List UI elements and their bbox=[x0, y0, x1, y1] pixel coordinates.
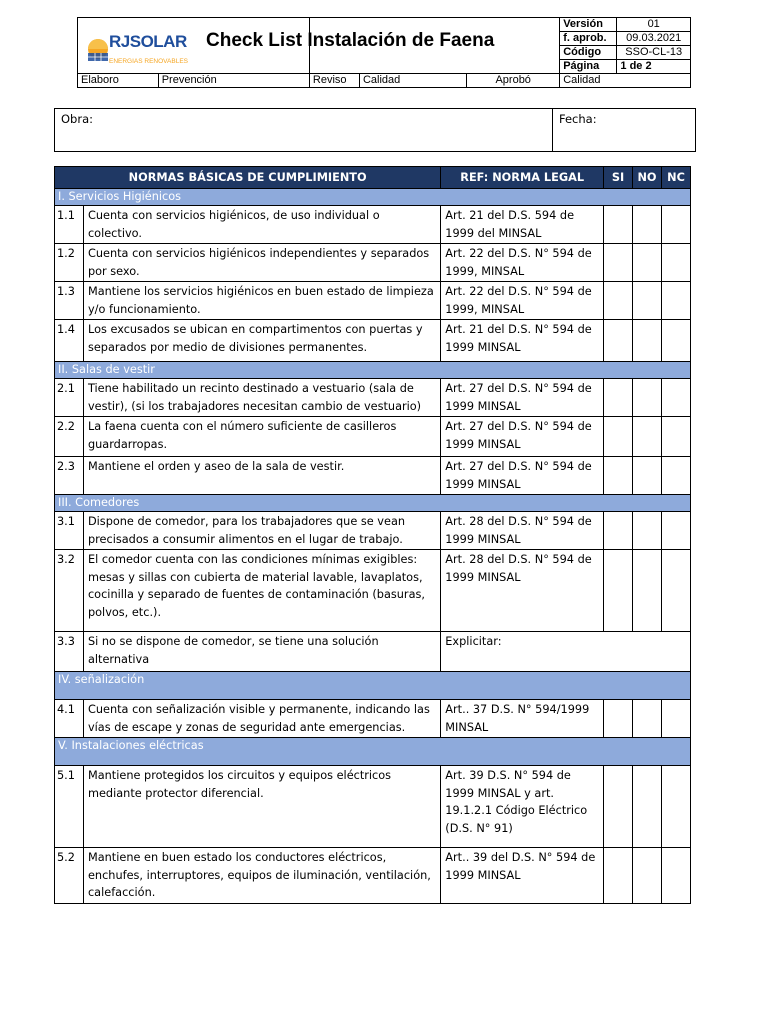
section-title: III. Comedores bbox=[55, 495, 691, 512]
item-number: 1.2 bbox=[55, 244, 84, 282]
check-cell-no[interactable] bbox=[633, 282, 662, 320]
item-number: 3.1 bbox=[55, 512, 84, 550]
item-reference: Art. 28 del D.S. N° 594 de 1999 MINSAL bbox=[441, 512, 604, 550]
check-cell-no[interactable] bbox=[633, 244, 662, 282]
section-title: II. Salas de vestir bbox=[55, 362, 691, 379]
item-text: Mantiene los servicios higiénicos en buen estado de limpieza y/o funcionamiento. bbox=[83, 282, 440, 320]
approval-value: Prevención bbox=[158, 74, 309, 88]
section-row bbox=[55, 672, 691, 700]
table-row bbox=[55, 320, 691, 362]
check-cell-nc[interactable] bbox=[661, 848, 690, 904]
check-cell-no[interactable] bbox=[633, 417, 662, 457]
item-reference: Art. 21 del D.S. N° 594 de 1999 MINSAL bbox=[441, 320, 604, 362]
check-cell-nc[interactable] bbox=[661, 244, 690, 282]
check-cell-si[interactable] bbox=[604, 700, 633, 738]
section-row bbox=[55, 362, 691, 379]
check-cell-si[interactable] bbox=[604, 766, 633, 848]
checklist-table bbox=[54, 166, 691, 904]
check-cell-nc[interactable] bbox=[661, 700, 690, 738]
column-header: REF: NORMA LEGAL bbox=[441, 167, 604, 189]
item-text: Tiene habilitado un recinto destinado a vestuario (sala de vestir), (si los trabajadores necesitan cambio de vestuario) bbox=[83, 379, 440, 417]
item-reference: Art. 27 del D.S. N° 594 de 1999 MINSAL bbox=[441, 379, 604, 417]
approval-label: Elaboro bbox=[78, 74, 159, 88]
table-row bbox=[55, 457, 691, 495]
table-row bbox=[55, 379, 691, 417]
item-text: Mantiene protegidos los circuitos y equipos eléctricos mediante protector diferencial. bbox=[83, 766, 440, 848]
meta-value: 01 bbox=[617, 18, 691, 32]
obra-fecha-box bbox=[54, 108, 696, 152]
check-cell-no[interactable] bbox=[633, 766, 662, 848]
meta-label: f. aprob. bbox=[560, 32, 617, 46]
check-cell-si[interactable] bbox=[604, 550, 633, 632]
check-cell-no[interactable] bbox=[633, 700, 662, 738]
check-cell-nc[interactable] bbox=[661, 512, 690, 550]
item-number: 3.2 bbox=[55, 550, 84, 632]
approval-value: Calidad bbox=[560, 74, 691, 88]
check-cell-si[interactable] bbox=[604, 206, 633, 244]
item-text: El comedor cuenta con las condiciones mínimas exigibles: mesas y sillas con cubierta de material lavable, lavaplatos, cocinilla y separado de fuentes de contaminación (basuras, polvos, etc.). bbox=[83, 550, 440, 632]
meta-label: Página bbox=[560, 60, 617, 74]
meta-value: SSO-CL-13 bbox=[617, 46, 691, 60]
column-header: NC bbox=[661, 167, 690, 189]
table-row bbox=[55, 700, 691, 738]
item-number: 3.3 bbox=[55, 632, 84, 672]
check-cell-no[interactable] bbox=[633, 848, 662, 904]
section-title: V. Instalaciones eléctricas bbox=[55, 738, 691, 766]
item-number: 4.1 bbox=[55, 700, 84, 738]
table-row bbox=[55, 282, 691, 320]
item-number: 2.2 bbox=[55, 417, 84, 457]
meta-label: Código bbox=[560, 46, 617, 60]
item-text: Cuenta con servicios higiénicos, de uso individual o colectivo. bbox=[83, 206, 440, 244]
item-number: 1.1 bbox=[55, 206, 84, 244]
meta-value: 09.03.2021 bbox=[617, 32, 691, 46]
section-row bbox=[55, 738, 691, 766]
check-cell-si[interactable] bbox=[604, 848, 633, 904]
item-text: Cuenta con señalización visible y permanente, indicando las vías de escape y zonas de seguridad ante emergencias. bbox=[83, 700, 440, 738]
item-reference: Art.. 37 D.S. N° 594/1999 MINSAL bbox=[441, 700, 604, 738]
section-row bbox=[55, 189, 691, 206]
check-cell-nc[interactable] bbox=[661, 282, 690, 320]
check-cell-no[interactable] bbox=[633, 512, 662, 550]
item-text: Mantiene en buen estado los conductores eléctricos, enchufes, interruptores, equipos de iluminación, ventilación, calefacción. bbox=[83, 848, 440, 904]
approval-value: Calidad bbox=[359, 74, 466, 88]
fecha-label: Fecha: bbox=[559, 112, 597, 126]
check-cell-nc[interactable] bbox=[661, 206, 690, 244]
item-number: 2.3 bbox=[55, 457, 84, 495]
check-cell-nc[interactable] bbox=[661, 550, 690, 632]
item-reference: Art.. 39 del D.S. N° 594 de 1999 MINSAL bbox=[441, 848, 604, 904]
table-row bbox=[55, 244, 691, 282]
check-cell-si[interactable] bbox=[604, 282, 633, 320]
check-cell-nc[interactable] bbox=[661, 766, 690, 848]
meta-label: Versión bbox=[560, 18, 617, 32]
item-number: 1.3 bbox=[55, 282, 84, 320]
table-row bbox=[55, 766, 691, 848]
table-row bbox=[55, 417, 691, 457]
item-reference: Art. 22 del D.S. N° 594 de 1999, MINSAL bbox=[441, 244, 604, 282]
item-text: Cuenta con servicios higiénicos independientes y separados por sexo. bbox=[83, 244, 440, 282]
item-reference: Art. 27 del D.S. N° 594 de 1999 MINSAL bbox=[441, 457, 604, 495]
table-row bbox=[55, 632, 691, 672]
item-number: 5.2 bbox=[55, 848, 84, 904]
column-header: SI bbox=[604, 167, 633, 189]
check-cell-si[interactable] bbox=[604, 512, 633, 550]
check-cell-si[interactable] bbox=[604, 457, 633, 495]
table-row bbox=[55, 848, 691, 904]
item-number: 5.1 bbox=[55, 766, 84, 848]
approval-label: Aprobó bbox=[467, 74, 560, 88]
section-title: IV. señalización bbox=[55, 672, 691, 700]
check-cell-nc[interactable] bbox=[661, 379, 690, 417]
item-reference: Explicitar: bbox=[441, 632, 691, 672]
meta-value: 1 de 2 bbox=[617, 60, 691, 74]
item-reference: Art. 28 del D.S. N° 594 de 1999 MINSAL bbox=[441, 550, 604, 632]
item-text: Mantiene el orden y aseo de la sala de vestir. bbox=[83, 457, 440, 495]
item-text: La faena cuenta con el número suficiente de casilleros guardarropas. bbox=[83, 417, 440, 457]
table-header-row bbox=[55, 167, 691, 189]
check-cell-no[interactable] bbox=[633, 550, 662, 632]
check-cell-no[interactable] bbox=[633, 320, 662, 362]
check-cell-si[interactable] bbox=[604, 417, 633, 457]
check-cell-nc[interactable] bbox=[661, 417, 690, 457]
item-text: Los excusados se ubican en compartimentos con puertas y separados por medio de divisiones permanentes. bbox=[83, 320, 440, 362]
item-number: 1.4 bbox=[55, 320, 84, 362]
obra-field[interactable] bbox=[55, 109, 553, 151]
item-number: 2.1 bbox=[55, 379, 84, 417]
check-cell-nc[interactable] bbox=[661, 320, 690, 362]
logo-brand: RJSOLAR bbox=[109, 31, 187, 51]
section-title: I. Servicios Higiénicos bbox=[55, 189, 691, 206]
item-reference: Art. 27 del D.S. N° 594 de 1999 MINSAL bbox=[441, 417, 604, 457]
section-row bbox=[55, 495, 691, 512]
table-row bbox=[55, 206, 691, 244]
check-cell-si[interactable] bbox=[604, 379, 633, 417]
item-reference: Art. 21 del D.S. 594 de 1999 del MINSAL bbox=[441, 206, 604, 244]
item-reference: Art. 39 D.S. N° 594 de 1999 MINSAL y art. 19.1.2.1 Código Eléctrico (D.S. N° 91) bbox=[441, 766, 604, 848]
check-cell-no[interactable] bbox=[633, 379, 662, 417]
item-reference: Art. 22 del D.S. N° 594 de 1999, MINSAL bbox=[441, 282, 604, 320]
logo-cell bbox=[78, 18, 495, 74]
column-header: NO bbox=[633, 167, 662, 189]
approval-label: Reviso bbox=[309, 74, 359, 88]
check-cell-nc[interactable] bbox=[661, 457, 690, 495]
check-cell-si[interactable] bbox=[604, 244, 633, 282]
item-text: Dispone de comedor, para los trabajadores que se vean precisados a consumir alimentos en el lugar de trabajo. bbox=[83, 512, 440, 550]
check-cell-no[interactable] bbox=[633, 206, 662, 244]
document-title: Check List Instalación de Faena bbox=[206, 29, 495, 51]
check-cell-si[interactable] bbox=[604, 320, 633, 362]
table-row bbox=[55, 512, 691, 550]
table-row bbox=[55, 550, 691, 632]
check-cell-no[interactable] bbox=[633, 457, 662, 495]
document-header bbox=[77, 17, 691, 88]
item-text: Si no se dispone de comedor, se tiene una solución alternativa bbox=[83, 632, 440, 672]
column-header: NORMAS BÁSICAS DE CUMPLIMIENTO bbox=[55, 167, 441, 189]
company-logo bbox=[78, 24, 495, 68]
obra-label: Obra: bbox=[61, 112, 94, 126]
logo-tagline: ENERGIAS RENOVABLES bbox=[109, 57, 188, 65]
fecha-field[interactable] bbox=[553, 109, 695, 151]
